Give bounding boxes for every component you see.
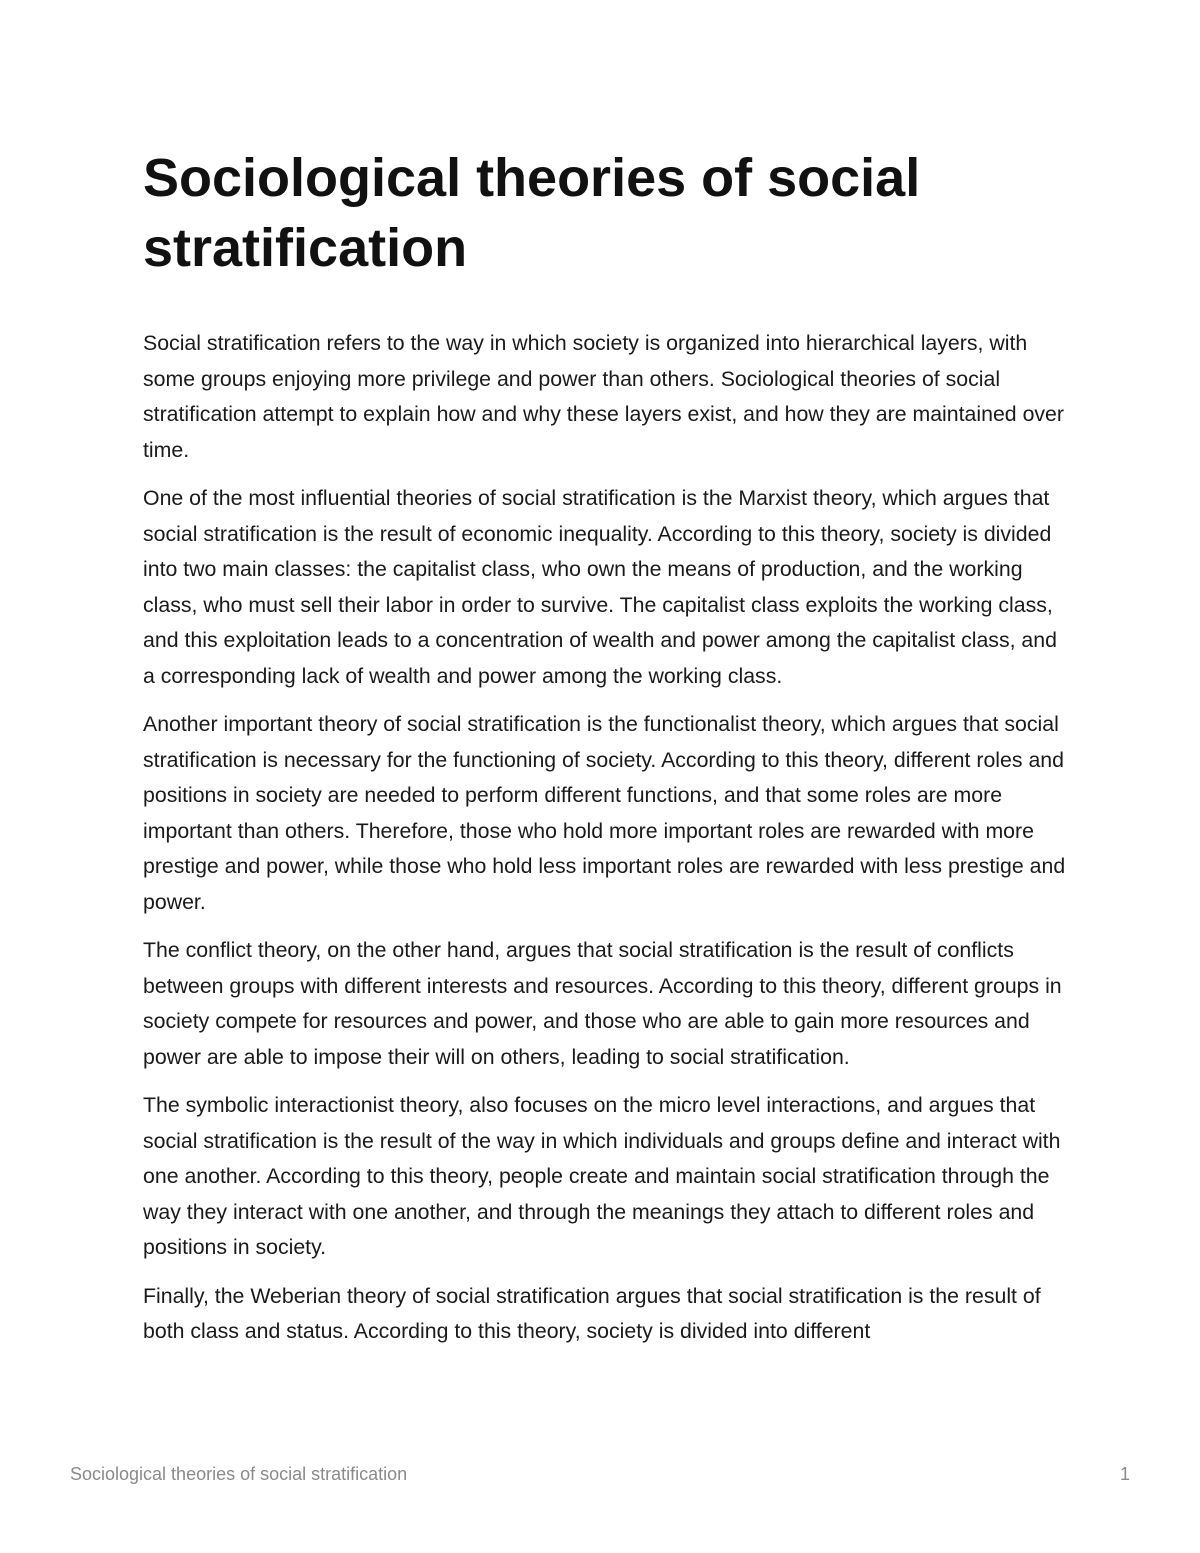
footer-title: Sociological theories of social stratification	[70, 1464, 408, 1484]
paragraph: Another important theory of social stratification is the functionalist theory, which argues that social stratification is necessary for the functioning of society. According to this theory, different roles and positions in society are needed to perform different functions, and that some roles are more important than others. Therefore, those who hold more important roles are rewarded with more prestige and power, while those who hold less important roles are rewarded with less prestige and power.	[143, 712, 1066, 914]
page-footer	[70, 1464, 1130, 1494]
paragraph: Finally, the Weberian theory of social stratification argues that social stratification is the result of both class and status. According to this theory, society is divided into different	[143, 1283, 1041, 1343]
page-number: 1	[1119, 1464, 1130, 1484]
paragraph: The conflict theory, on the other hand, argues that social stratification is the result of conflicts between groups with different interests and resources. According to this theory, different groups in society compete for resources and power, and those who are able to gain more resources and power are able to impose their will on others, leading to social stratification.	[143, 938, 1062, 1069]
document-body	[143, 326, 1073, 1363]
page-title: Sociological theories of social stratification	[143, 148, 921, 278]
paragraph: Social stratification refers to the way in which society is organized into hierarchical layers, with some groups enjoying more privilege and power than others. Sociological theories of social stratification attempt to explain how and why these layers exist, and how they are maintained over time.	[143, 331, 1064, 462]
paragraph: The symbolic interactionist theory, also focuses on the micro level interactions, and argues that social stratification is the result of the way in which individuals and groups define and interact with one another. According to this theory, people create and maintain social stratification through the way they interact with one another, and through the meanings they attach to different roles and positions in society.	[143, 1093, 1061, 1259]
paragraph: One of the most influential theories of social stratification is the Marxist theory, which argues that social stratification is the result of economic inequality. According to this theory, society is divided into two main classes: the capitalist class, who own the means of production, and the working class, who must sell their labor in order to survive. The capitalist class exploits the working class, and this exploitation leads to a concentration of wealth and power among the capitalist class, and a corresponding lack of wealth and power among the working class.	[143, 486, 1057, 688]
